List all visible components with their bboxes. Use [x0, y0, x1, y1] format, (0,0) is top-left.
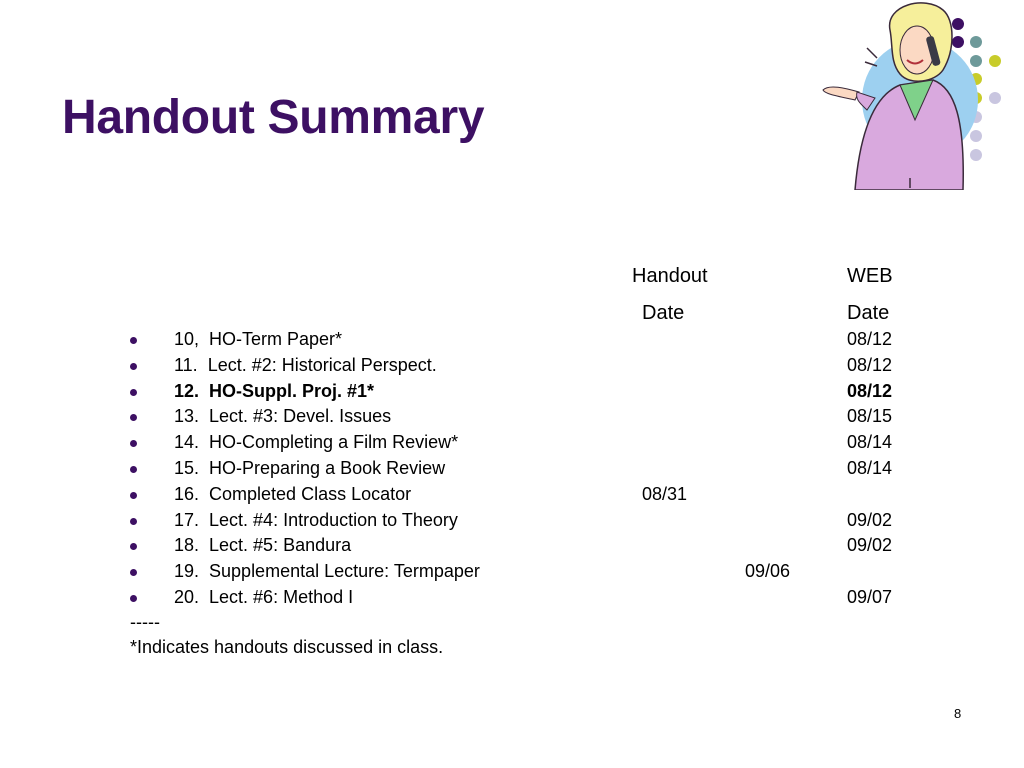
list-item — [0, 458, 1024, 484]
list-item — [0, 381, 1024, 407]
web-date: 09/02 — [847, 509, 893, 530]
web-date: 08/12 — [847, 329, 893, 349]
list-item — [0, 329, 1024, 355]
slide-title: Handout Summary — [62, 91, 485, 144]
web-date: 09/07 — [847, 587, 893, 607]
woman-figure — [823, 3, 978, 190]
web-date: 08/14 — [847, 458, 893, 478]
list-item — [0, 406, 1024, 432]
item-label: 10, HO-Term Paper* — [174, 329, 343, 349]
list-item — [0, 510, 1024, 536]
web-date: 08/14 — [847, 432, 893, 453]
bullet-icon — [130, 389, 137, 396]
web-date-header: Date — [847, 302, 890, 324]
item-label: 20. Lect. #6: Method I — [174, 587, 354, 607]
item-label: 12. HO-Suppl. Proj. #1* — [174, 380, 375, 401]
list-item — [0, 355, 1024, 381]
list-item — [0, 484, 1024, 510]
item-label: 16. Completed Class Locator — [174, 483, 412, 504]
item-label: 18. Lect. #5: Bandura — [174, 535, 352, 556]
bullet-icon — [130, 466, 137, 473]
handout-date-header: Date — [642, 302, 685, 324]
bullet-icon — [130, 492, 137, 499]
bullet-icon — [130, 595, 137, 602]
bullet-icon — [130, 414, 137, 421]
handout-column-header: Handout — [632, 265, 708, 287]
item-label: 11. Lect. #2: Historical Perspect. — [174, 354, 437, 375]
list-item — [0, 535, 1024, 561]
bullet-icon — [130, 440, 137, 447]
bullet-icon — [130, 518, 137, 525]
handout-date: 08/31 — [642, 483, 688, 504]
web-date: 09/02 — [847, 535, 893, 556]
separator: ----- — [130, 612, 160, 632]
page-number: 8 — [954, 706, 962, 721]
web-date: 08/12 — [847, 380, 893, 401]
web-date: 08/12 — [847, 354, 893, 375]
web-column-header: WEB — [847, 265, 893, 287]
footnote: *Indicates handouts discussed in class. — [130, 637, 444, 657]
item-label: 14. HO-Completing a Film Review* — [174, 432, 459, 453]
lecture-date: 09/06 — [745, 561, 791, 582]
bullet-icon — [130, 569, 137, 576]
list-item — [0, 587, 1024, 613]
item-label: 15. HO-Preparing a Book Review — [174, 458, 446, 478]
item-label: 13. Lect. #3: Devel. Issues — [174, 406, 392, 427]
woman-on-phone-illustration — [815, 0, 1024, 190]
item-label: 19. Supplemental Lecture: Termpaper — [174, 561, 480, 582]
bullet-icon — [130, 337, 137, 344]
item-label: 17. Lect. #4: Introduction to Theory — [174, 509, 458, 530]
bullet-icon — [130, 363, 137, 370]
web-date: 08/15 — [847, 406, 893, 427]
list-item — [0, 432, 1024, 458]
bullet-icon — [130, 543, 137, 550]
list-item — [0, 561, 1024, 587]
